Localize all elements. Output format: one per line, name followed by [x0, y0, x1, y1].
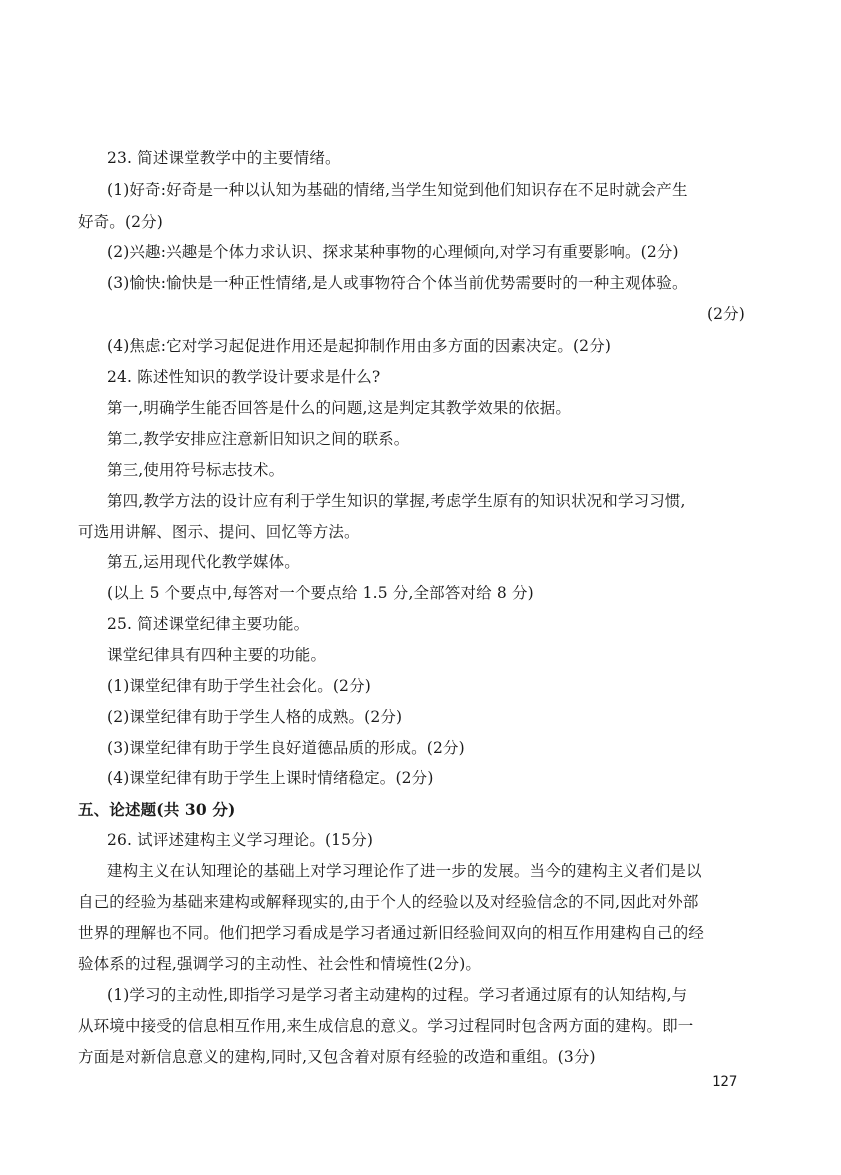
answer-line: (3)愉快:愉快是一种正性情绪,是人或事物符合个体当前优势需要时的一种主观体验。 [107, 274, 688, 292]
answer-line: (1)课堂纪律有助于学生社会化。(2分) [107, 677, 371, 695]
answer-line: (4)焦虑:它对学习起促进作用还是起抑制作用由多方面的因素决定。(2分) [107, 337, 612, 355]
answer-line: 方面是对新信息意义的建构,同时,又包含着对原有经验的改造和重组。(3分) [78, 1048, 596, 1066]
answer-line: 可选用讲解、图示、提问、回忆等方法。 [78, 523, 360, 541]
score-note: (2分) [706, 305, 745, 323]
answer-line: 自己的经验为基础来建构或解释现实的,由于个人的经验以及对经验信念的不同,因此对外部 [78, 893, 699, 911]
section-five-heading: 五、论述题(共 30 分) [78, 800, 236, 819]
answer-line: (1)学习的主动性,即指学习是学习者主动建构的过程。学习者通过原有的认知结构,与 [107, 986, 688, 1004]
answer-line: (3)课堂纪律有助于学生良好道德品质的形成。(2分) [107, 739, 465, 757]
answer-line: (4)课堂纪律有助于学生上课时情绪稳定。(2分) [107, 769, 434, 787]
answer-line: 第一,明确学生能否回答是什么的问题,这是判定其教学效果的依据。 [107, 399, 572, 417]
score-note: (以上 5 个要点中,每答对一个要点给 1.5 分,全部答对给 8 分) [107, 584, 534, 602]
page-number: 127 [712, 1074, 738, 1090]
answer-line: 世界的理解也不同。他们把学习看成是学习者通过新旧经验间双向的相互作用建构自己的经 [78, 924, 705, 942]
answer-line: 第二,教学安排应注意新旧知识之间的联系。 [107, 430, 410, 448]
question-24-heading: 24. 陈述性知识的教学设计要求是什么? [107, 368, 381, 386]
question-26-heading: 26. 试评述建构主义学习理论。(15分) [107, 831, 374, 849]
answer-line: 第五,运用现代化教学媒体。 [107, 553, 300, 571]
answer-line: 第三,使用符号标志技术。 [107, 461, 285, 479]
answer-line: 第四,教学方法的设计应有利于学生知识的掌握,考虑学生原有的知识状况和学习习惯, [107, 492, 686, 510]
answer-line: 好奇。(2分) [78, 213, 164, 231]
answer-line: (2)兴趣:兴趣是个体力求认识、探求某种事物的心理倾向,对学习有重要影响。(2分) [107, 243, 679, 261]
answer-line: (2)课堂纪律有助于学生人格的成熟。(2分) [107, 708, 403, 726]
answer-line: 验体系的过程,强调学习的主动性、社会性和情境性(2分)。 [78, 955, 482, 973]
question-23-heading: 23. 简述课堂教学中的主要情绪。 [107, 149, 341, 167]
question-25-heading: 25. 简述课堂纪律主要功能。 [107, 615, 310, 633]
answer-line: (1)好奇:好奇是一种以认知为基础的情绪,当学生知觉到他们知识存在不足时就会产生 [107, 181, 688, 199]
answer-line: 课堂纪律具有四种主要的功能。 [107, 646, 327, 664]
answer-line: 从环境中接受的信息相互作用,来生成信息的意义。学习过程同时包含两方面的建构。即一 [78, 1017, 694, 1035]
answer-line: 建构主义在认知理论的基础上对学习理论作了进一步的发展。当今的建构主义者们是以 [107, 862, 702, 880]
